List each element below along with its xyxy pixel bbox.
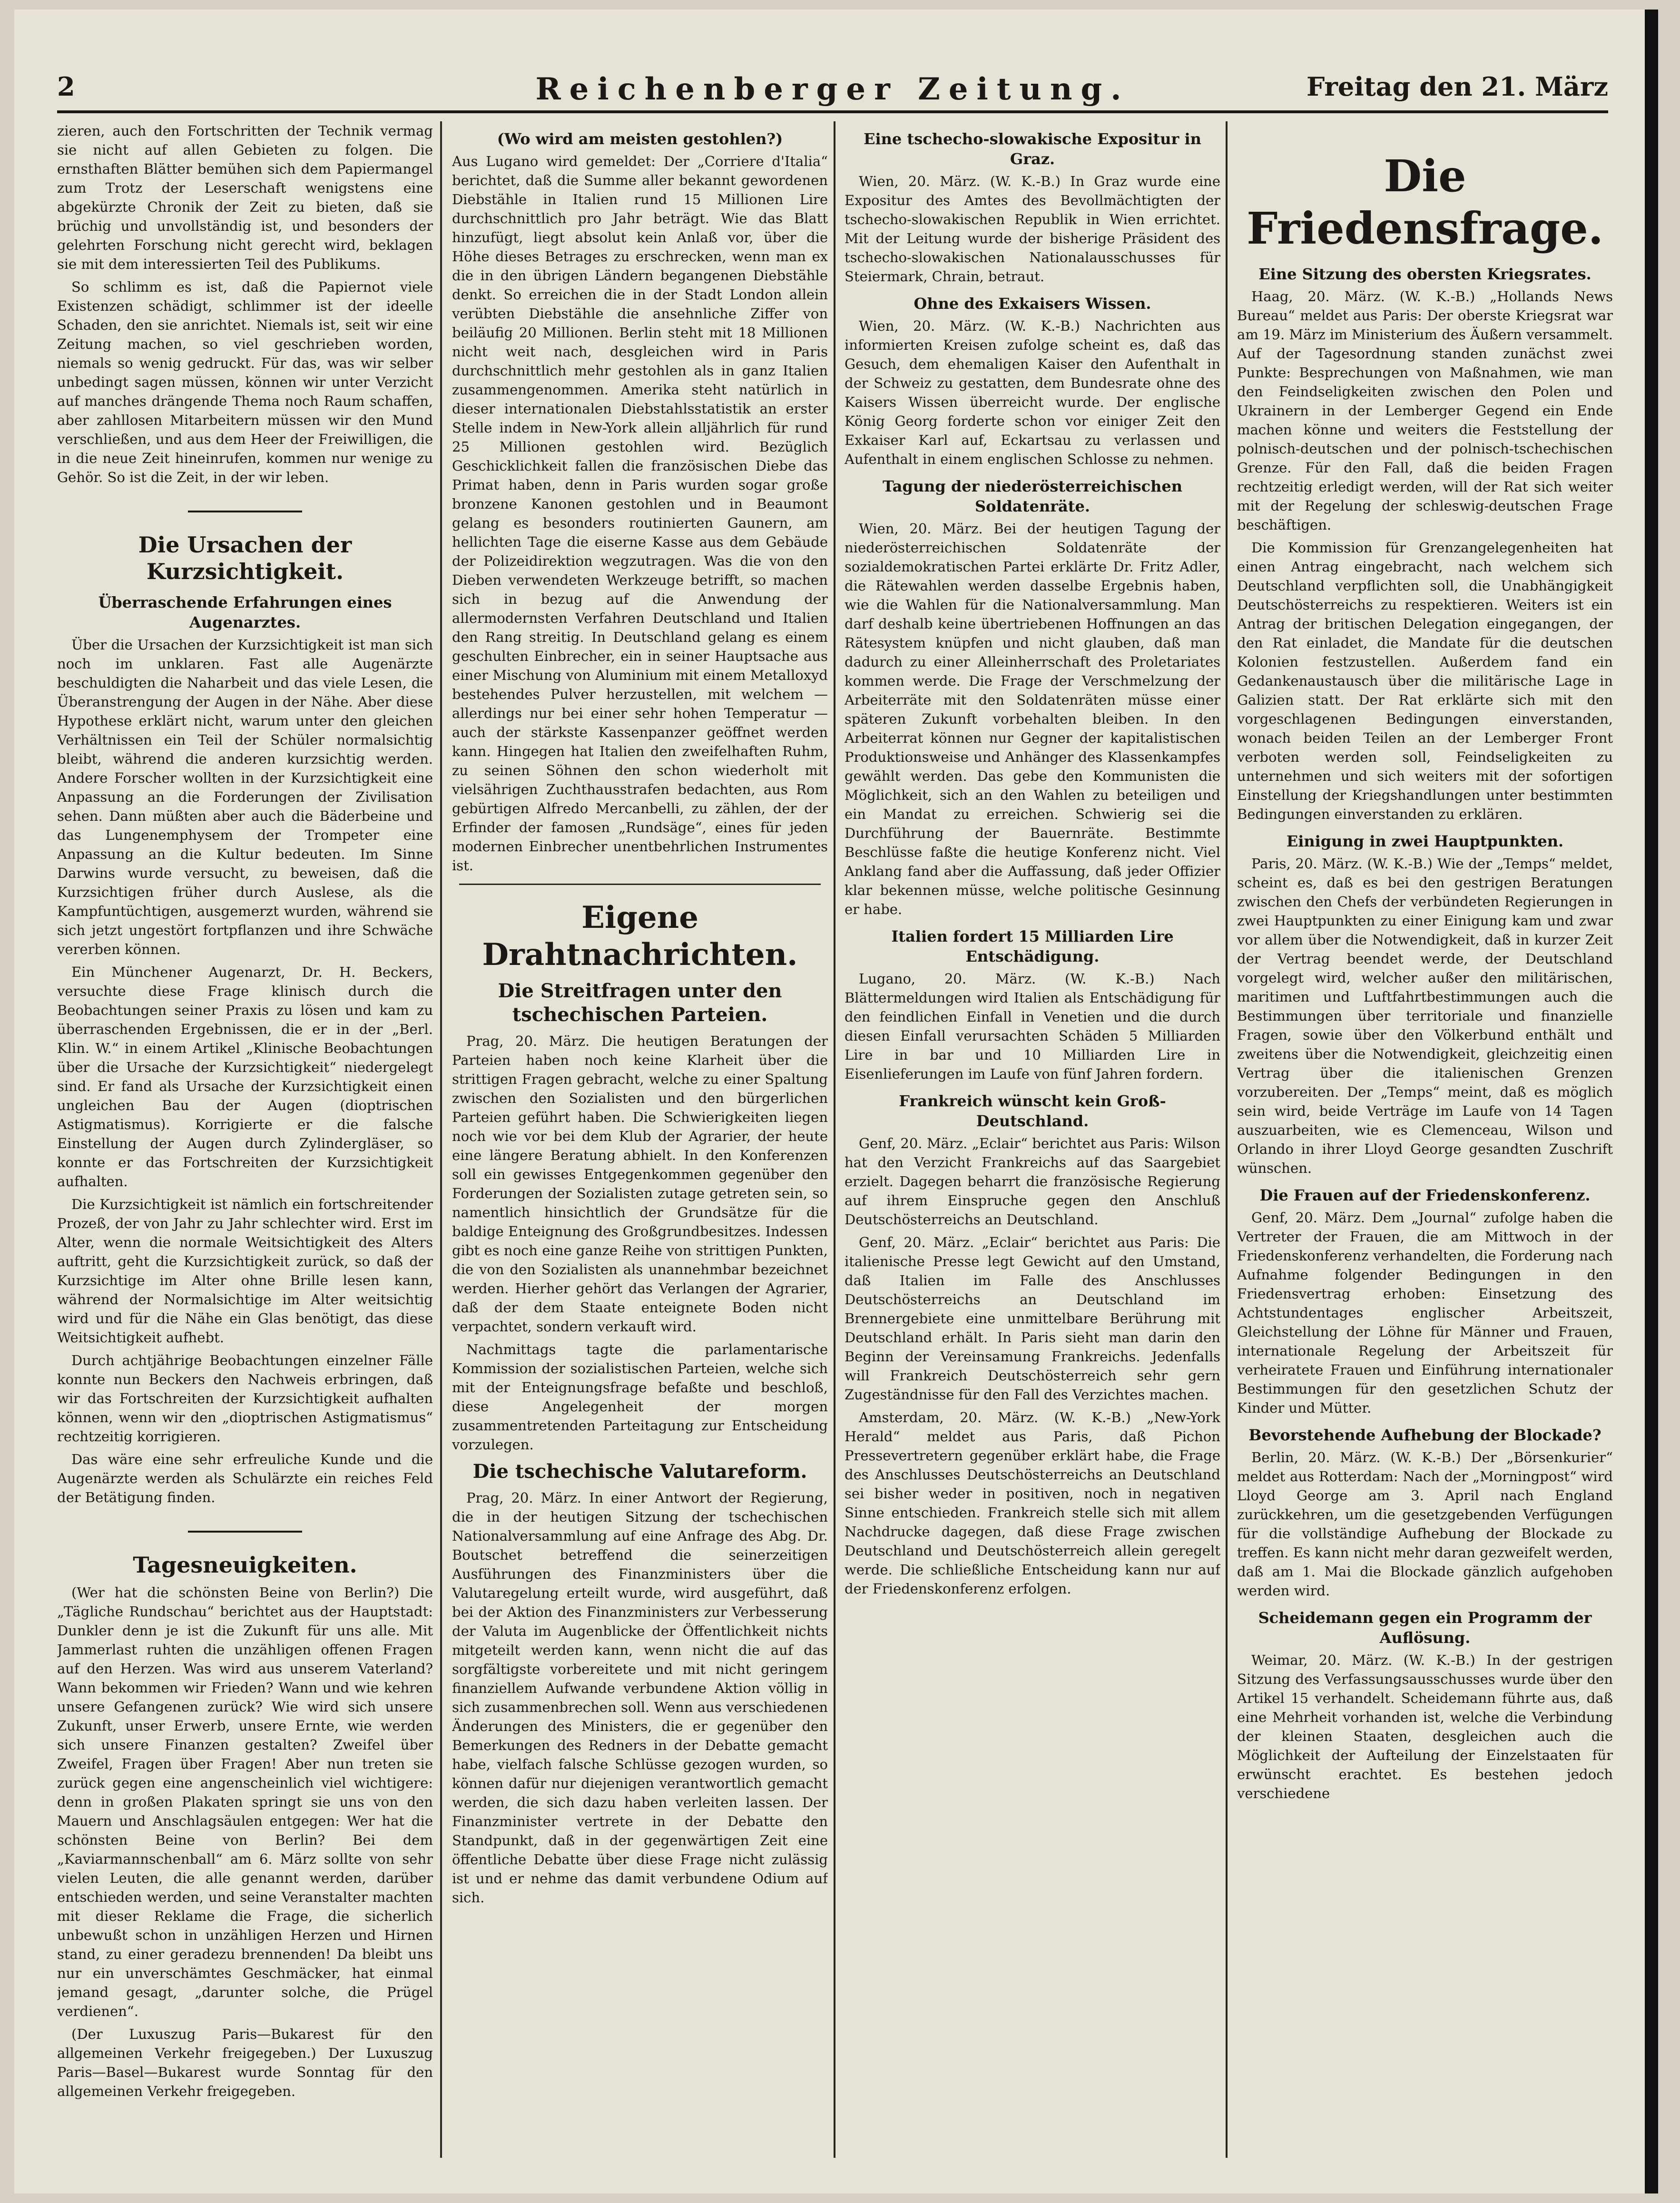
article-paragraph: Aus Lugano wird gemeldet: Der „Corriere d'Italia“ berichtet, daß die Summe aller bekannt gewordenen Diebstähle in Italien rund 15 Millionen Lire durchschnittlich pro Jahr beträgt. Wie das Blatt hinzufügt, liegt absolut kein Anlaß vor, über die Höhe dieses Betrages zu erschrecken, wenn man ex die in den übrigen Ländern begangenen Diebstähle denkt. So erreichen die in der Stadt London allein verübten Diebstähle die ansehnliche Ziffer von beiläufig 20 Millionen. Berlin steht mit 18 Millionen nicht weit nach, desgleichen wird in Paris durchschnittlich mehr gestohlen als in ganz Italien zusammengenommen. Amerika steht natürlich in dieser internationalen Diebstahlsstatistik an erster Stelle indem in New-York allein alljährlich für rund 25 Millionen gestohlen wird. Bezüglich Geschicklichkeit fallen die französischen Diebe das Primat haben, denn in Paris wurden sogar große bronzene Kanonen gestohlen und in Beaumont gelang es besonders routinierten Gaunern, am hellichten Tage die eiserne Kasse aus dem Gebäude der Polizeidirektion wegzutragen. Was die von den Dieben verwendeten Werkzeuge betrifft, so machen sich in bezug auf die Anwendung der allermodernsten Verfahren Deutschland und Italien den Rang streitig. In Deutschland gelang es einem geschulten Einbrecher, ein in seiner Hauptsache aus einer Mischung von Aluminium mit einem Metalloxyd bestehendes Pulver herzustellen, mit welchem — allerdings nur bei einer sehr hohen Temperatur — auch der stärkste Kassenpanzer geöffnet werden kann. Hingegen hat Italien den zweifelhaften Ruhm, zu seinen Söhnen den schon wiederholt mit vielsährigen Zuchthausstrafen bedachten, aus Rom gebürtigen Alfredo Mercanbelli, zu zählen, der der Erfinder der famosen „Rundsäge“, eines für jeden modernen Einbrecher unentbehrlichen Instrumentes ist.: [452, 153, 828, 874]
article-paragraph: Über die Ursachen der Kurzsichtigkeit ist man sich noch im unklaren. Fast alle Augenärzte beschuldigten die Naharbeit und das viele Lesen, die Überanstrengung der Augen in der Nähe. Aber diese Hypothese erklärt nicht, warum unter den gleichen Verhältnissen ein Teil der Schüler normalsichtig bleibt, während die anderen kurzsichtig werden. Andere Forscher wollten in der Kurzsichtigkeit eine Anpassung an die Forderungen der Zivilisation sehen. Dann müßten aber auch die Bäderbeine und das Lungenemphysem der Trompeter eine Anpassung an die Kultur bedeuten. Im Sinne Darwins wurde versucht, zu beweisen, daß die Kurzsichtigen früher durch Auslese, als die Kampfuntüchtigen, ausgemerzt wurden, während sie sich jetzt ungestört fortpflanzen und ihre Schwäche vererben können.: [57, 637, 433, 957]
article-paragraph: So schlimm es ist, daß die Papiernot viele Existenzen schädigt, schlimmer ist der ideelle Schaden, den sie anrichtet. Niemals ist, seit wir eine Zeitung machen, so viel geschrieben worden, niemals so wenig gedruckt. Für das, was wir selber unbedingt sagen müssen, können wir unter Verzicht auf manches drängende Thema noch Raum schaffen, aber zahllosen Mitarbeitern müssen wir den Mund verschließen, und aus dem Heer der Freiwilligen, die in die neue Zeit hineinrufen, kommen nur wenige zu Gehör. So ist die Zeit, in der wir leben.: [57, 279, 433, 485]
article-paragraph: Das wäre eine sehr erfreuliche Kunde und die Augenärzte werden als Schulärzte ein reiches Feld der Betätigung finden.: [57, 1451, 433, 1505]
subheading-frauen: Die Frauen auf der Friedenskonferenz.: [1259, 1186, 1591, 1204]
article-paragraph: Haag, 20. März. (W. K.-B.) „Hollands News Bureau“ meldet aus Paris: Der oberste Kriegsrat war am 19. März im Ministerium des Äußern versammelt. Auf der Tagesordnung standen zunächst zwei Punkte: Besprechungen von Maßnahmen, wie man den Feindseligkeiten zwischen den Polen und Ukrainern in der Lemberger Gegend ein Ende machen könne und weiters die Feststellung der polnisch-deutschen und der polnisch-tschechischen Grenze. Für den Fall, daß die beiden Fragen rechtzeitig erledigt werden, will der Rat sich weiter mit der Regelung der schleswig-deutschen Frage beschäftigen.: [1237, 288, 1613, 533]
article-paragraph: Genf, 20. März. „Eclair“ berichtet aus Paris: Wilson hat den Verzicht Frankreichs auf das Saargebiet erzielt. Dagegen beharrt die französische Regierung auf ihrem Einspruche gegen den Anschluß Deutschösterreichs an Deutschland.: [845, 1135, 1220, 1228]
paper-name: Reichenberger Zeitung.: [535, 71, 1130, 107]
article-paragraph: (Wer hat die schönsten Beine von Berlin?) Die „Tägliche Rundschau“ berichtet aus der Hauptstadt: Dunkler denn je ist die Zukunft für uns alle. Mit Jammerlast ruhten die unzähligen offenen Fragen auf den Herzen. Was wird aus unserem Vaterland? Wann bekommen wir Frieden? Wann und wie kehren unsere Gefangenen zurück? Wie wird sich unsere Zukunft, unser Erwerb, unsere Ernte, wie werden sich unsere Finanzen gestalten? Zweifel über Zweifel, Fragen über Fragen! Aber nun treten sie zurück gegen eine angenscheinlich viel wichtigere: denn in großen Plakaten springt sie uns von den Mauern und Anschlagsäulen entgegen: Wer hat die schönsten Beine von Berlin? Bei dem „Kaviarmannschenball“ am 6. März sollte von sehr vielen Leuten, die alle genannt werden, darüber entschieden werden, und seine Veranstalter machten mit dieser Reklame die Frage, die sicherlich unbewußt schon in unzähligen Herzen und Hirnen stand, zu einer geradezu brennenden! Da bleibt uns nur ein unverschämtes Geschmäcker, hat einmal jemand gesagt, „darunter solche, die Prügel verdienen“.: [57, 1584, 433, 2019]
column-divider: [440, 121, 442, 2158]
article-paragraph: Berlin, 20. März. (W. K.-B.) Der „Börsenkurier“ meldet aus Rotterdam: Nach der „Morningpost“ wird Lloyd George am 3. April nach England zurückkehren, um die gesetzgebenden Verfügungen für die vollständige Aufhebung der Blockade zu treffen. Es kann nicht mehr daran gezweifelt werden, daß am 1. Mai die Blockade gänzlich aufgehoben werden wird.: [1237, 1449, 1613, 1599]
article-paragraph: Prag, 20. März. In einer Antwort der Regierung, die in der heutigen Sitzung der tschechischen Nationalversammlung auf eine Anfrage des Abg. Dr. Boutschet betreffend die seinerzeitigen Ausführungen des Finanzministers über die Valutaregelung erteilt wurde, wird ausgeführt, daß bei der Aktion des Finanzministers zur Verbesserung der Valuta im Augenblicke der Öffentlichkeit nichts mitgeteilt werden kann, wenn nicht die auf das sorgfältigste vorbereitete und mit nicht geringem finanziellem Aufwande verbundene Aktion völlig in sich zusammenbrechen soll. Wenn aus verschiedenen Änderungen des Ministers, die er gegenüber den Bemerkungen des Redners in der Debatte gemacht habe, vielfach falsche Schlüsse gezogen wurden, so können dafür nur diejenigen verantwortlich gemacht werden, die sich dazu haben verleiten lassen. Der Finanzminister vertrete in der Debatte den Standpunkt, daß in der gegenwärtigen Zeit eine öffentliche Debatte über diese Frage nicht zulässig ist und er nehme das damit verbundene Odium auf sich.: [452, 1490, 828, 1906]
article-paragraph: Wien, 20. März. (W. K.-B.) Nachrichten aus informierten Kreisen zufolge scheint es, daß das Gesuch, dem ehemaligen Kaiser den Aufenthalt in der Schweiz zu gestatten, dem Bundesrate ohne des Kaisers Wissen überreicht wurde. Der englische König Georg forderte schon vor einiger Zeit den Exkaiser Karl auf, Eckartsau zu verlassen und Aufenthalt in einem englischen Schlosse zu nehmen.: [845, 318, 1220, 467]
article-paragraph: (Der Luxuszug Paris—Bukarest für den allgemeinen Verkehr freigegeben.) Der Luxuszug Paris—Basel—Bukarest wurde Sonntag für den allgemeinen Verkehr freigegeben.: [57, 2026, 433, 2099]
article-paragraph: Wien, 20. März. Bei der heutigen Tagung der niederösterreichischen Soldatenräte der sozialdemokratischen Partei erklärte Dr. Fritz Adler, die Rätewahlen werden dasselbe Ergebnis haben, wie die Wahlen für die Nationalversammlung. Man darf deshalb keine übertriebenen Hoffnungen an das Rätesystem knüpfen und nicht glauben, daß man dadurch zu einer Alleinherrschaft des Proletariates kommen werde. Die Frage der Verschmelzung der Arbeiterräte mit den Soldatenräten müsse einer späteren Zukunft vorbehalten bleiben. In den Arbeiterrat können nur Gegner der kapitalistischen Produktionsweise und Anhänger des Klassenkampfes gewählt werden. Das gebe den Kommunisten die Möglichkeit, sich an den Wahlen zu beteiligen und ein Mandat zu erreichen. Schwierig sei die Durchführung der Bauernräte. Bestimmte Beschlüsse faßte die heutige Konferenz nicht. Viel Anklang fand aber die Auffassung, daß jeder Offizier klar bekennen müsse, welche politische Gesinnung er habe.: [845, 521, 1220, 917]
article-paragraph: Amsterdam, 20. März. (W. K.-B.) „New-York Herald“ meldet aus Paris, daß Pichon Pressevertretern gegenüber erklärt habe, die Frage des Anschlusses Deutschösterreichs an Deutschland sei bisher weder in positiven, noch in negativen Sinne entschieden. Frankreich stelle sich mit allem Nachdrucke dagegen, daß diese Frage zwischen Deutschland und Deutschösterreich allein geregelt werde. Die schließliche Entscheidung kann nur auf der Friedenskonferenz erfolgen.: [845, 1409, 1220, 1597]
article-paragraph: Lugano, 20. März. (W. K.-B.) Nach Blättermeldungen wird Italien als Entschädigung für den feindlichen Einfall in Venetien und die durch diesen Einfall verursachten Schäden 5 Milliarden Lire in bar und 10 Milliarden Lire in Eisenlieferungen im Laufe von fünf Jahren fordern.: [845, 971, 1220, 1082]
subheading-gestohlen: (Wo wird am meisten gestohlen?): [497, 130, 783, 148]
subheading-expositur: Eine tschecho-slowakische Expositur in Graz.: [864, 130, 1201, 168]
section-separator: [459, 884, 821, 885]
article-paragraph: Durch achtjährige Beobachtungen einzelner Fälle konnte nun Beckers den Nachweis erbringen, daß wir das Fortschreiten der Kurzsichtigkeit aufhalten können, wenn wir den „dioptrischen Astigmatismus“ rechtzeitig korrigieren.: [57, 1352, 433, 1445]
article-paragraph: Weimar, 20. März. (W. K.-B.) In der gestrigen Sitzung des Verfassungsausschusses wurde über den Artikel 15 verhandelt. Scheidemann führte aus, daß eine Mehrheit vorhanden ist, welche die Verbindung der kleinen Staaten, desgleichen auch die Möglichkeit der Aufteilung der Einzelstaaten für erwünscht erachtet. Es bestehen jedoch verschiedene: [1237, 1652, 1613, 1801]
column-1: [57, 121, 433, 2158]
subheading-blockade: Bevorstehende Aufhebung der Blockade?: [1248, 1426, 1601, 1444]
subheading-tagung: Tagung der niederösterreichischen Soldatenräte.: [882, 477, 1183, 515]
subheading-einigung: Einigung in zwei Hauptpunkten.: [1286, 832, 1564, 850]
subheading-streitfragen: Die Streitfragen unter den tschechischen Parteien.: [498, 980, 782, 1026]
subheading-italien: Italien fordert 15 Milliarden Lire Entschädigung.: [891, 927, 1174, 965]
article-paragraph: Wien, 20. März. (W. K.-B.) In Graz wurde eine Expositur des Amtes des Bevollmächtigten der tschecho-slowakischen Republik in Wien errichtet. Mit der Leitung wurde der bisherige Präsident des tschecho-slowakischen Nationalausschusses für Steiermark, Chrain, betraut.: [845, 173, 1220, 285]
section-separator: [188, 511, 302, 512]
column-3: [845, 121, 1220, 2158]
subheading-ursachen: Überraschende Erfahrungen eines Augenarztes.: [98, 593, 392, 631]
heading-friedensfrage: Die Friedensfrage.: [1247, 150, 1603, 254]
masthead: [57, 67, 1608, 109]
article-paragraph: Genf, 20. März. „Eclair“ berichtet aus Paris: Die italienische Presse legt Gewicht auf den Umstand, daß Italien im Falle des Anschlusses Deutschösterreichs an Deutschland im Brennergebiete eine unmittelbare Berührung mit Deutschland erhält. In Paris sieht man darin den Beginn der Vereinsamung Frankreichs. Jedenfalls will Frankreich Deutschösterreich sehr gern Zugeständnisse für den Fall des Verzichtes machen.: [845, 1234, 1220, 1403]
page-number: 2: [57, 71, 75, 102]
masthead-rule: [57, 110, 1608, 113]
article-paragraph: Prag, 20. März. Die heutigen Beratungen der Parteien haben noch keine Klarheit über die strittigen Fragen gebracht, welche zu einer Spaltung zwischen den Sozialisten und den bürgerlichen Parteien geführt haben. Die Schwierigkeiten liegen noch wie vor bei dem Klub der Agrarier, der heute eine längere Beratung abhielt. In den Konferenzen soll ein gewisses Entgegenkommen gegenüber den Forderungen der Sozialisten zutage getreten sein, so namentlich hinsichtlich der Grundsätze für die baldige Enteignung des Großgrundbesitzes. Indessen gibt es noch eine ganze Reihe von strittigen Punkten, die von den Sozialisten als unannehmbar bezeichnet werden. Hierher gehört das Verlangen der Agrarier, daß der dem Staate enteignete Boden nicht verpachtet, sondern verkauft wird.: [452, 1033, 828, 1335]
article-paragraph: Genf, 20. März. Dem „Journal“ zufolge haben die Vertreter der Frauen, die am Mittwoch in der Friedenskonferenz verhandelten, die Forderung nach Aufnahme folgender Bedingungen in den Friedensvertrag erhoben: Einsetzung des Achtstundentages englischer Arbeitszeit, Gleichstellung der Löhne für Männer und Frauen, internationale Regelung der Arbeitszeit für verheiratete Frauen und Einführung internationaler Bestimmungen für den gesetzlichen Schutz der Kinder und Mütter.: [1237, 1210, 1613, 1416]
heading-eigene-drahtnachrichten: Eigene Drahtnachrichten.: [482, 900, 798, 973]
issue-date: Freitag den 21. März: [1307, 71, 1608, 102]
heading-ursachen: Die Ursachen der Kurzsichtigkeit.: [138, 532, 352, 584]
column-divider: [834, 121, 835, 2158]
article-paragraph: Ein Münchener Augenarzt, Dr. H. Beckers, versuchte diese Frage klinisch durch die Beobachtungen seiner Praxis zu lösen und kam zu überraschenden Ergebnissen, die er in der „Berl. Klin. W.“ in einem Artikel „Klinische Beobachtungen über die Ursache der Kurzsichtigkeit“ niedergelegt sind. Er fand als Ursache der Kurzsichtigkeit einen ungleichen Bau der Augen (dioptrischen Astigmatismus). Korrigierte er die falsche Einstellung der Augen durch Zylindergläser, so konnte er das Fortschreiten der Kurzsichtigkeit aufhalten.: [57, 964, 433, 1190]
heading-tagesneuigkeiten: Tagesneuigkeiten.: [133, 1552, 357, 1578]
subheading-valutareform: Die tschechische Valutareform.: [472, 1460, 807, 1483]
column-2: [452, 121, 828, 2158]
section-separator: [188, 1531, 302, 1533]
subheading-frankreich: Frankreich wünscht kein Groß-Deutschland.: [899, 1092, 1166, 1130]
article-paragraph: Paris, 20. März. (W. K.-B.) Wie der „Temps“ meldet, scheint es, daß es bei den gestrigen Beratungen zwischen den Chefs der verbündeten Regierungen in zwei Hauptpunkten zu einer Einigung kam und zwar vor allem über die Notwendigkeit, daß in kurzer Zeit der Vertrag beendet werde, der Deutschland vorgelegt wird, welcher außer den militärischen, maritimen und Luftfahrtbestimmungen auch die Bestimmungen über territoriale und finanzielle Fragen, sowie über den Völkerbund enthält und zweitens über die Notwendigkeit, gleichzeitig einen Vertrag über die italienischen Grenzen vorzubereiten. Der „Temps“ meint, daß es möglich sein wird, beide Verträge im Laufe von 14 Tagen auszuarbeiten, wie es Clemenceau, Wilson und Orlando in ihrer Lloyd George gesandten Zuschrift wünschen.: [1237, 856, 1613, 1176]
column-divider: [1226, 121, 1228, 2158]
article-paragraph: Die Kommission für Grenzangelegenheiten hat einen Antrag eingebracht, nach welchem sich Deutschland verpflichten soll, die Unabhängigkeit Deutschösterreichs zu respektieren. Weiters ist ein Antrag der britischen Delegation eingegangen, der den Rat einladet, die Mandate für die deutschen Kolonien festzustellen. Außerdem fand ein Gedankenaustausch über die militärische Lage in Galizien statt. Der Rat erklärte sich mit den vorgeschlagenen Bedingungen einverstanden, wonach beiden Teilen an der Lemberger Front verboten werden soll, Feindseligkeiten zu unternehmen und sich weiters mit der sofortigen Einstellung der Kriegshandlungen unter bestimmten Bedingungen einverstanden zu erklären.: [1237, 540, 1613, 822]
article-paragraph: Die Kurzsichtigkeit ist nämlich ein fortschreitender Prozeß, der von Jahr zu Jahr schlechter wird. Erst im Alter, wenn die normale Weitsichtigkeit des Alters auftritt, geht die Kurzsichtigkeit zurück, so daß der Kurzsichtige im Alter ohne Brille lesen kann, während der Normalsichtige im Alter weitsichtig wird und für die Nähe ein Glas benötigt, das diese Weitsichtigkeit aufhebt.: [57, 1196, 433, 1346]
subheading-exkaiser: Ohne des Exkaisers Wissen.: [914, 295, 1151, 313]
column-4: [1237, 121, 1613, 2158]
subheading-scheidemann: Scheidemann gegen ein Programm der Auflösung.: [1258, 1609, 1592, 1647]
article-paragraph: Nachmittags tagte die parlamentarische Kommission der sozialistischen Parteien, welche sich mit der Enteignungsfrage befaßte und beschloß, diese Angelegenheit der morgen zusammentretenden Parteitagung zur Entscheidung vorzulegen.: [452, 1341, 828, 1453]
subheading-kriegsrat: Eine Sitzung des obersten Kriegsrates.: [1258, 265, 1592, 283]
newspaper-page: [14, 10, 1658, 2193]
article-paragraph: zieren, auch den Fortschritten der Technik vermag sie nicht auf allen Gebieten zu folgen. Die ernsthaften Blätter bemühen sich dem Papiermangel zum Trotz der Leserschaft wenigstens eine abgekürzte Chronik der Zeit zu bieten, daß sie brüchig und unvollständig ist, und besonders der gelehrten Forschung nicht gerecht wird, beklagen sie mit dem interessierten Teil des Publikums.: [57, 123, 433, 272]
